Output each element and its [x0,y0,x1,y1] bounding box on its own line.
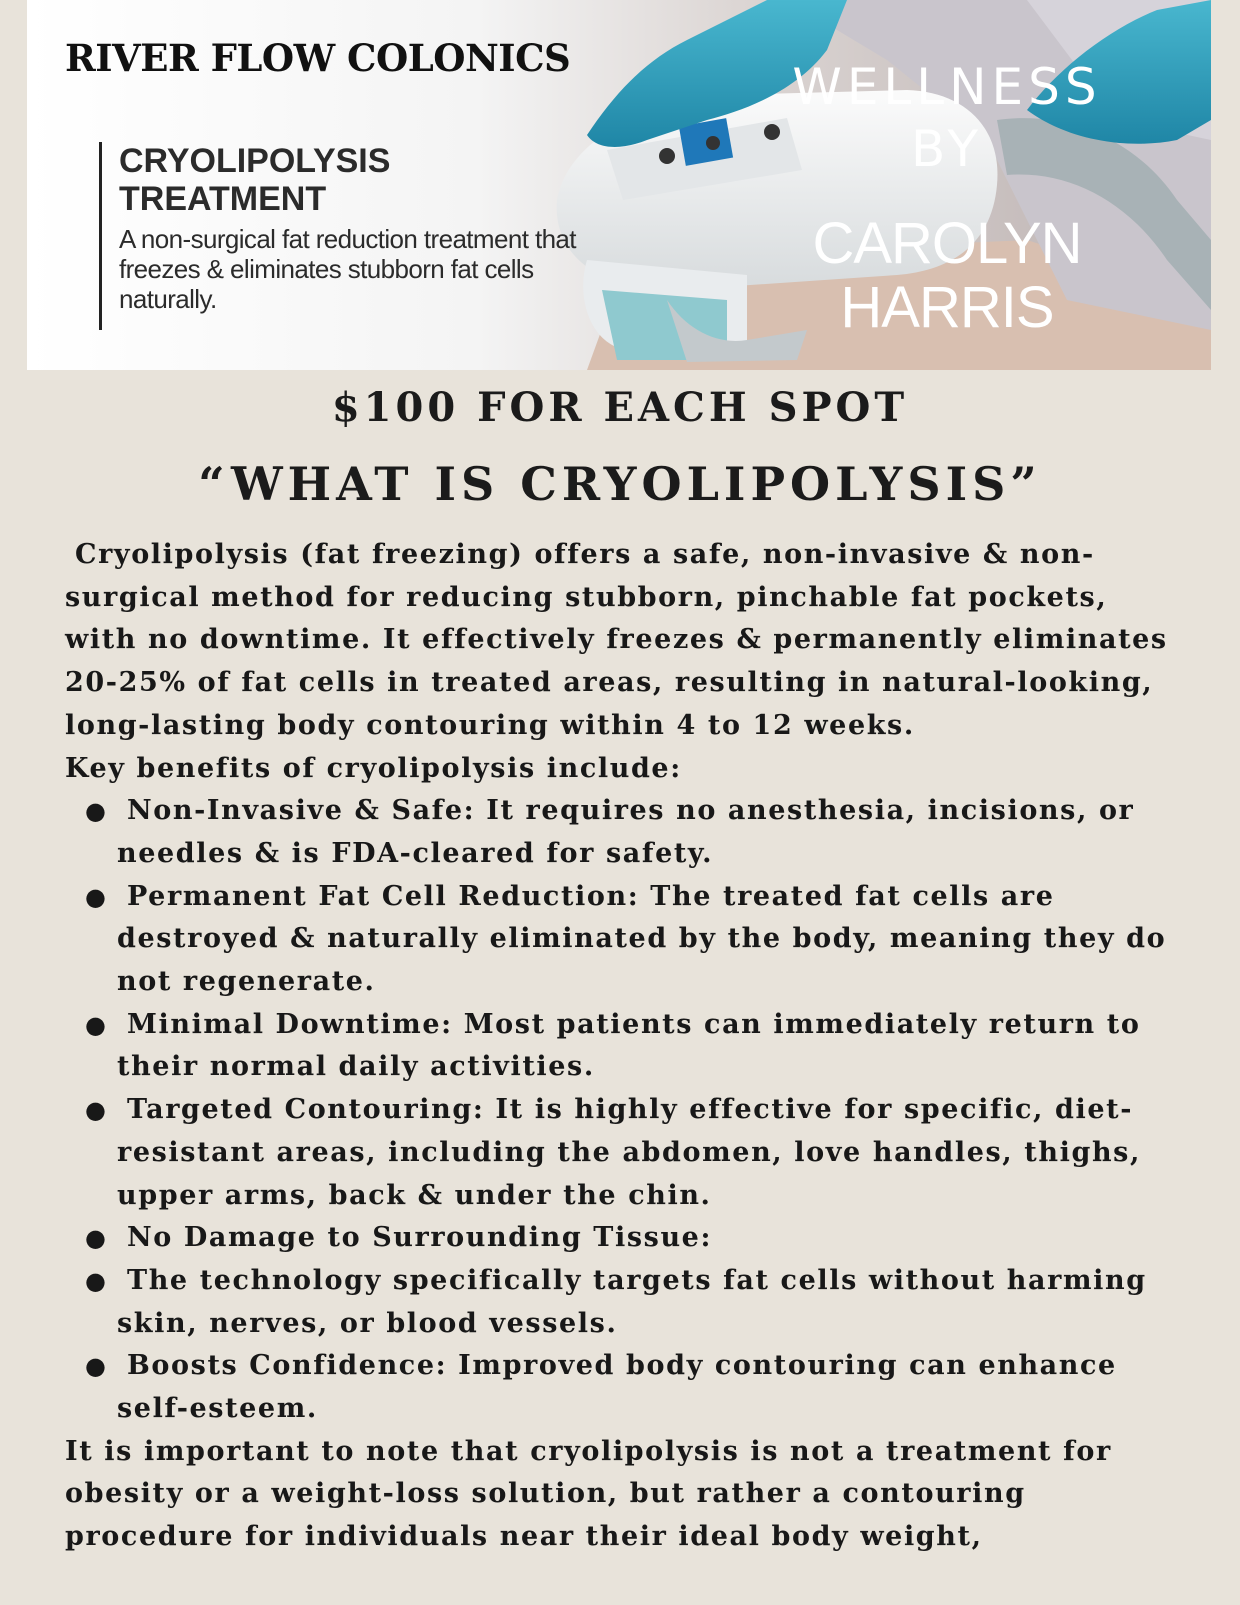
benefits-heading: Key benefits of cryolipolysis include: [65,752,682,784]
header-banner [27,0,1211,370]
benefit-text: Minimal Downtime: Most patients can immediately return to their normal daily activities. [117,1008,1141,1083]
bullet-icon: ● [85,1265,108,1295]
benefit-text: Permanent Fat Cell Reduction: The treated fat cells are destroyed & naturally eliminated by the body, meaning they do not regenerate. [117,880,1167,998]
list-item [65,1260,1187,1345]
wellness-by-heading [767,56,1127,180]
by-line: BY [910,120,984,178]
bullet-icon: ● [85,1351,108,1381]
article-body [65,534,1187,1559]
list-item [65,1004,1187,1089]
practitioner-name [767,212,1127,340]
benefit-text: The technology specifically targets fat cells without harming skin, nerves, or blood vessels. [117,1264,1147,1339]
first-name: CAROLYN [812,211,1082,276]
wellness-line: WELLNESS [792,58,1102,116]
bullet-icon: ● [85,1009,108,1039]
price-heading: $100 FOR EACH SPOT [331,384,909,431]
section-title: “WHAT IS CRYOLIPOLYSIS” [198,457,1042,511]
promo-description: A non-surgical fat reduction treatment that freezes & eliminates stubborn fat cells naturally. [119,224,576,314]
brand-name: RIVER FLOW COLONICS [65,36,571,80]
list-item [65,1217,1187,1260]
list-item [65,876,1187,1004]
list-item [65,790,1187,875]
bullet-icon: ● [85,1095,108,1125]
benefit-text: Non-Invasive & Safe: It requires no anesthesia, incisions, or needles & is FDA-cleared for safety. [117,795,1135,869]
benefit-text: Boosts Confidence: Improved body contouring can enhance self-esteem. [117,1350,1117,1425]
bullet-icon: ● [85,1223,108,1253]
benefits-list [65,790,1187,1431]
intro-paragraph: Cryolipolysis (fat freezing) offers a safe, non-invasive & non-surgical method for reducing stubborn, pinchable fat pockets, with no downtime. It effectively freezes & permanently eliminates 20-25% of fat cells in treated areas, resulting in natural-looking, long-lasting body contouring within 4 to 12 weeks. [65,539,1168,741]
benefit-text: No Damage to Surrounding Tissue: [127,1222,713,1254]
bullet-icon: ● [85,881,108,911]
list-item [65,1089,1187,1217]
benefit-text: Targeted Contouring: It is highly effective for specific, diet-resistant areas, including the abdomen, love handles, thighs, upper arms, back & under the chin. [117,1094,1141,1211]
promo-title: CRYOLIPOLYSIS TREATMENT [119,142,391,218]
promo-callout [99,142,579,330]
bullet-icon: ● [85,796,108,826]
list-item [65,1345,1187,1430]
closing-paragraph: It is important to note that cryolipolysis is not a treatment for obesity or a weight-loss solution, but rather a contouring procedure for individuals near their ideal body weight, [65,1435,1112,1553]
last-name: HARRIS [840,275,1054,340]
